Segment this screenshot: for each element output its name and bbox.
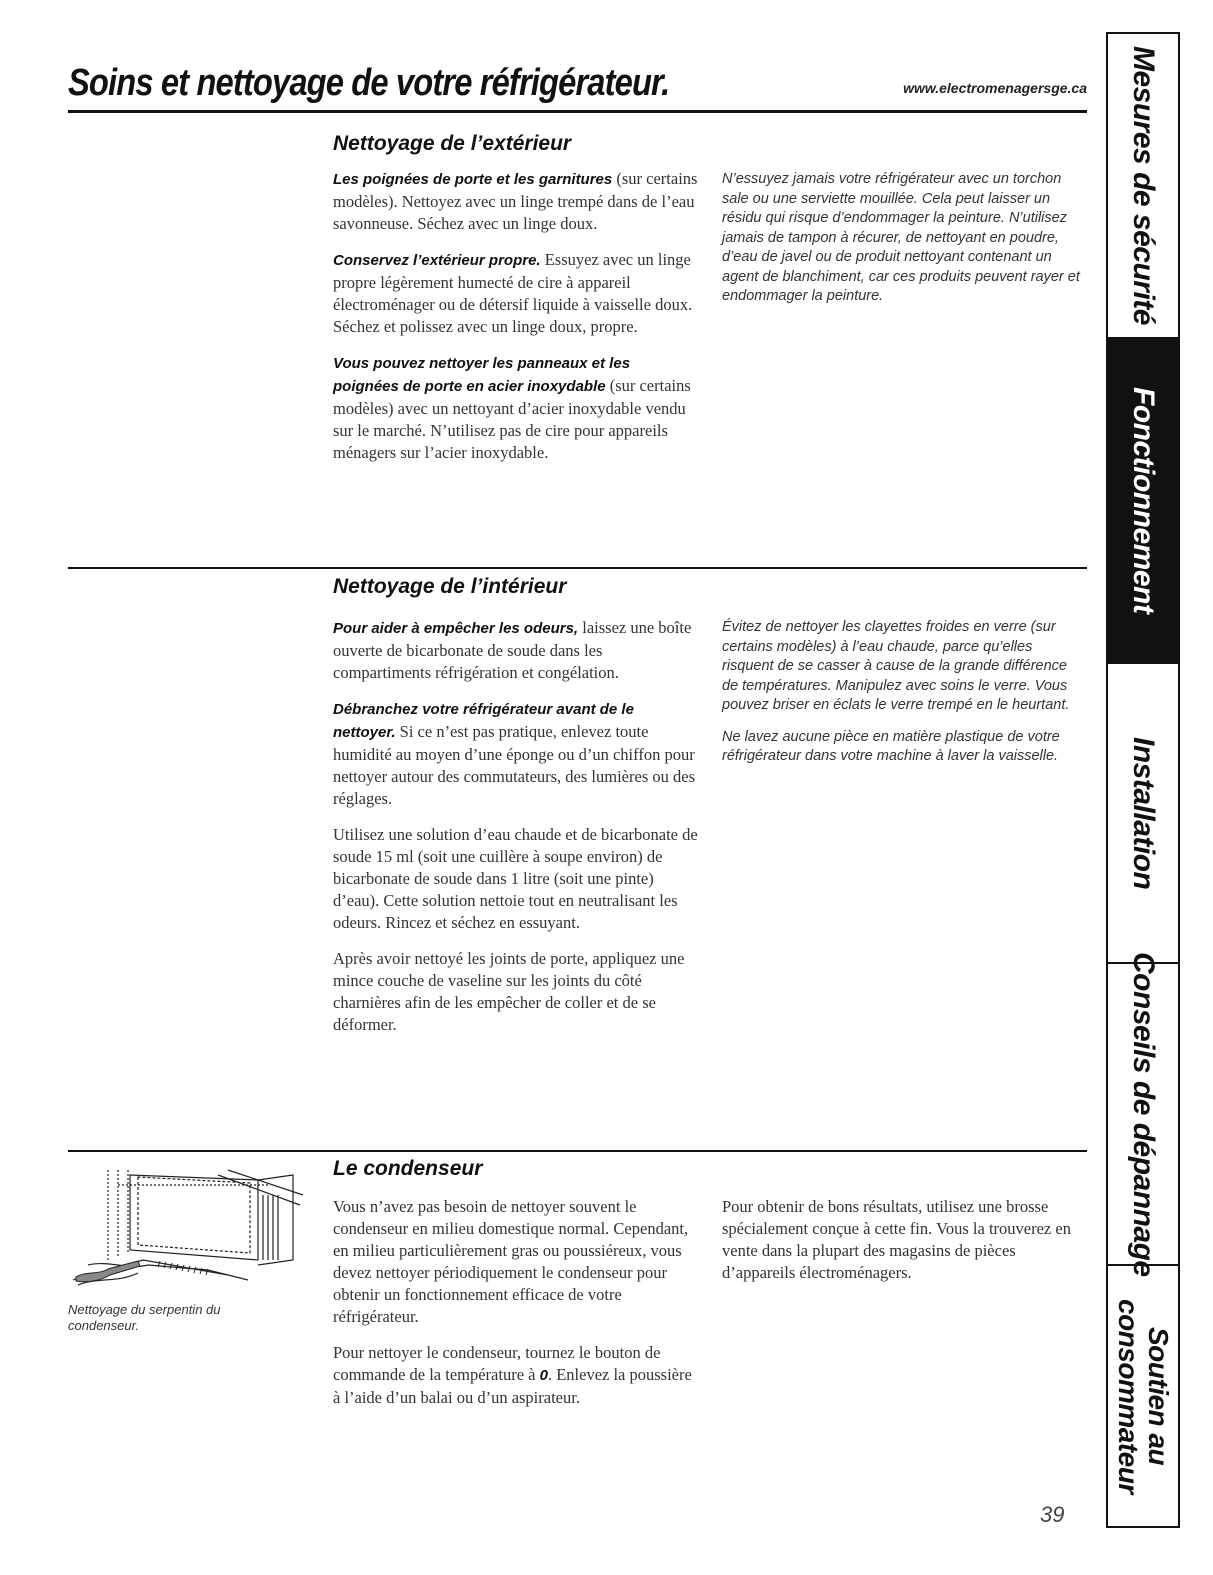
exterior-paragraph: Conservez l’extérieur propre. Essuyez avec un linge propre légèrement humecté de cire à appareil électroménager ou de détersif liquide à vaisselle doux. Séchez et polissez avec un linge doux, propre. — [333, 250, 693, 336]
section-divider — [68, 1150, 1087, 1152]
interior-paragraph: Pour aider à empêcher les odeurs, laissez une boîte ouverte de bicarbonate de soude dans les compartiments réfrigération et congélation. — [333, 618, 692, 682]
side-tab-navigation — [1106, 32, 1180, 1528]
condenser-tip — [722, 1196, 1077, 1298]
tab-label: Mesures de sécurité — [1127, 46, 1160, 325]
exterior-notes — [722, 170, 1082, 319]
interior-paragraph: Utilisez une solution d’eau chaude et de bicarbonate de soude 15 ml (soit une cuillère à soupe environ) de bicarbonate de soude dans 1 litre (soit une pinte) d’eau). Cette solution nettoie tout en neutralisant les odeurs. Rincez et séchez en essuyant. — [333, 825, 698, 932]
condenser-paragraph: Vous n’avez pas besoin de nettoyer souvent le condenseur en milieu domestique normal. Cependant, en milieu particulièrement gras ou poussiéreux, vous devez nettoyer périodiquement le condenseur pour obtenir un fonctionnement efficace de votre réfrigérateur. — [333, 1197, 689, 1326]
tab-consumer-support[interactable] — [1108, 1266, 1178, 1526]
tab-operation[interactable] — [1108, 339, 1178, 664]
tab-label: Installation — [1127, 736, 1160, 890]
tab-installation[interactable] — [1108, 664, 1178, 964]
section-heading-interior: Nettoyage de l’intérieur — [333, 575, 567, 598]
condenser-body — [333, 1196, 703, 1423]
interior-note: Ne lavez aucune pièce en matière plastique de votre réfrigérateur dans votre machine à laver la vaisselle. — [722, 728, 1060, 764]
tab-label: Conseils de dépannage — [1127, 951, 1160, 1277]
section-heading-exterior: Nettoyage de l’extérieur — [333, 132, 572, 155]
interior-note: Évitez de nettoyer les clayettes froides en verre (sur certains modèles) à l’eau chaude, parce qu’elles risquent de se casser à cause de la grande différence de températures. Manipulez avec soins le verre. Vous pouvez briser en éclats le verre trempé en le heurtant. — [722, 619, 1070, 713]
page-number: 39 — [1040, 1502, 1065, 1527]
header-rule — [68, 110, 1087, 113]
page-title: Soins et nettoyage de votre réfrigérateur. — [68, 62, 670, 104]
exterior-paragraph: Les poignées de porte et les garnitures (sur certains modèles). Nettoyez avec un linge trempé dans de l’eau savonneuse. Séchez avec un linge doux. — [333, 169, 698, 233]
condenser-paragraph: Pour nettoyer le condenseur, tournez le bouton de commande de la température à 0. Enlevez la poussière à l’aide d’un balai ou d’un aspirateur. — [333, 1343, 692, 1407]
website-url[interactable]: www.electromenagersge.ca — [903, 80, 1087, 96]
tab-troubleshooting[interactable] — [1108, 951, 1178, 1277]
tab-safety[interactable] — [1108, 34, 1178, 339]
exterior-body — [333, 168, 698, 478]
section-divider — [68, 567, 1087, 569]
exterior-paragraph: Vous pouvez nettoyer les panneaux et les poignées de porte en acier inoxydable (sur certains modèles) avec un nettoyant d’acier inoxydable vendu sur le marché. N’utilisez pas de cire pour appareils ménagers sur l’acier inoxydable. — [333, 355, 691, 462]
illustration-caption: Nettoyage du serpentin du condenseur. — [68, 1302, 221, 1333]
interior-paragraph: Débranchez votre réfrigérateur avant de le nettoyer. Si ce n’est pas pratique, enlevez toute humidité au moyen d’une éponge ou d’un chiffon pour nettoyer autour des commutateurs, des lumières ou des réglages. — [333, 701, 695, 808]
tab-label: Soutien au consommateur — [1113, 1298, 1174, 1494]
exterior-note: N’essuyez jamais votre réfrigérateur avec un torchon sale ou une serviette mouillée. Cela peut laisser un résidu qui risque d’endommager la peinture. N’utilisez jamais de tampon à récurer, de nettoyant en poudre, d’eau de javel ou de produit nettoyant contenant un agent de blanchiment, car ces produits peuvent rayer et endommager la peinture. — [722, 171, 1080, 304]
interior-body — [333, 617, 698, 1050]
section-heading-condenser: Le condenseur — [333, 1157, 483, 1180]
interior-notes — [722, 618, 1082, 779]
condenser-cleaning-illustration — [68, 1165, 308, 1295]
condenser-tip-paragraph: Pour obtenir de bons résultats, utilisez une brosse spécialement conçue à cette fin. Vous la trouverez en vente dans la plupart des magasins de pièces d’appareils électroménagers. — [722, 1197, 1071, 1282]
interior-paragraph: Après avoir nettoyé les joints de porte, appliquez une mince couche de vaseline sur les joints du côté charnières afin de les empêcher de coller et de se déformer. — [333, 949, 685, 1034]
tab-label: Fonctionnement — [1127, 387, 1160, 614]
